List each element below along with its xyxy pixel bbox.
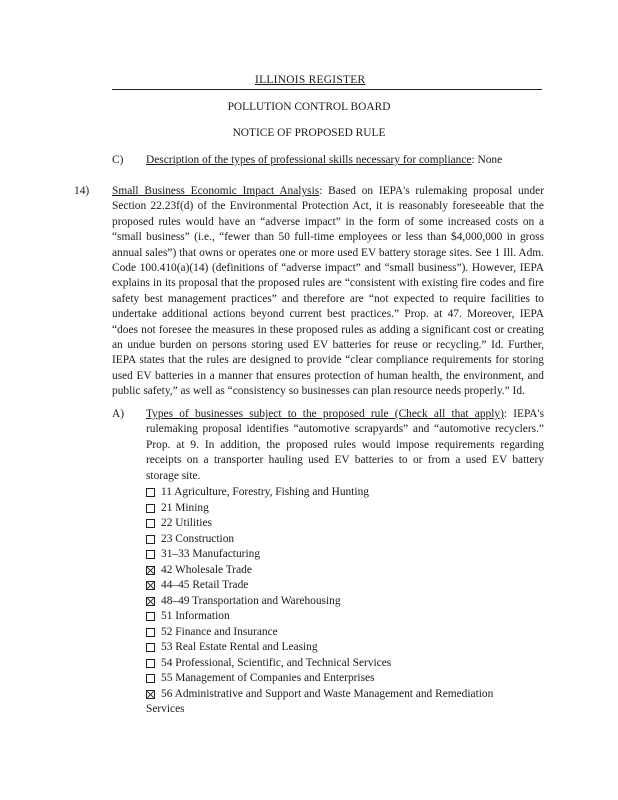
header-rule xyxy=(112,89,542,90)
checklist-item xyxy=(146,609,546,625)
item-a-body: : IEPA's rulemaking proposal identifies “automotive scrapyards” and “automotive recyclers.” Prop. at 9. In addition, the proposed rules would impose requirements regarding receipts on a transporter hauling used EV batteries to or from a used EV battery storage site. xyxy=(146,408,544,482)
unchecked-checkbox[interactable] xyxy=(146,674,155,683)
item-c-value: : None xyxy=(471,154,503,166)
board-title: POLLUTION CONTROL BOARD xyxy=(227,101,391,113)
checklist-item-label: 52 Finance and Insurance xyxy=(161,625,278,638)
checklist-item-label: 23 Construction xyxy=(161,532,235,545)
register-title: ILLINOIS REGISTER xyxy=(255,74,366,86)
checked-checkbox[interactable] xyxy=(146,566,155,575)
checked-checkbox[interactable] xyxy=(146,597,155,606)
checklist-item xyxy=(146,687,546,703)
unchecked-checkbox[interactable] xyxy=(146,535,155,544)
checklist-item-continuation: Services xyxy=(146,703,185,715)
checklist-item-label: 53 Real Estate Rental and Leasing xyxy=(161,641,318,653)
checklist-item xyxy=(146,485,546,501)
item-a-label: A) xyxy=(112,408,125,420)
item-14-number: 14) xyxy=(74,185,90,197)
checklist-item-label: 11 Agriculture, Forestry, Fishing and Hunting xyxy=(161,486,369,498)
unchecked-checkbox[interactable] xyxy=(146,519,155,528)
checklist-item xyxy=(146,516,546,532)
checklist-item-label: 48–49 Transportation and Warehousing xyxy=(161,594,341,607)
checklist-item xyxy=(146,656,546,672)
unchecked-checkbox[interactable] xyxy=(146,643,155,652)
unchecked-checkbox[interactable] xyxy=(146,612,155,621)
unchecked-checkbox[interactable] xyxy=(146,504,155,513)
checklist-item-label: 22 Utilities xyxy=(161,517,212,529)
checklist-item-label: 42 Wholesale Trade xyxy=(161,563,252,576)
checklist-item-label: 21 Mining xyxy=(161,501,209,514)
checklist-item xyxy=(146,501,546,517)
item-c-heading: Description of the types of professional skills necessary for compliance xyxy=(146,154,472,166)
item-a-paragraph xyxy=(146,407,544,484)
unchecked-checkbox[interactable] xyxy=(146,550,155,559)
checklist-item xyxy=(146,671,546,687)
checklist-item xyxy=(146,547,546,563)
checklist-item xyxy=(146,640,546,656)
item-a-heading: Types of businesses subject to the proposed rule (Check all that apply) xyxy=(146,408,504,420)
checked-checkbox[interactable] xyxy=(146,581,155,590)
checklist-item-label: 31–33 Manufacturing xyxy=(161,548,261,560)
item-c-label: C) xyxy=(112,154,124,166)
checklist-item-label: 55 Management of Companies and Enterprises xyxy=(161,672,375,684)
checklist-item xyxy=(146,578,546,594)
unchecked-checkbox[interactable] xyxy=(146,628,155,637)
unchecked-checkbox[interactable] xyxy=(146,659,155,668)
checklist-item-label: 56 Administrative and Support and Waste Management and Remediation xyxy=(161,687,494,700)
checklist-item xyxy=(146,532,546,548)
unchecked-checkbox[interactable] xyxy=(146,488,155,497)
checklist-item xyxy=(146,563,546,579)
business-type-checklist xyxy=(146,485,546,718)
item-c-text xyxy=(146,153,502,168)
checklist-item-label: 54 Professional, Scientific, and Technical Services xyxy=(161,656,392,669)
checklist-item-label: 51 Information xyxy=(161,610,230,622)
checked-checkbox[interactable] xyxy=(146,690,155,699)
notice-title: NOTICE OF PROPOSED RULE xyxy=(232,127,386,139)
item-14-paragraph xyxy=(112,184,544,400)
item-14-heading: Small Business Economic Impact Analysis xyxy=(112,185,320,197)
item-14-body: : Based on IEPA's rulemaking proposal under Section 22.23f(d) of the Environmental Protection Act, it is reasonably foreseeable that the proposed rules would have an “adverse impact” in the form of some increased costs on a “small business” (i.e., “fewer than 50 full-time employees or less than $4,000,000 in gross annual sales”) that owns or operates one or more used EV battery storage sites. See 1 Ill. Adm. Code 100.410(a)(14) (definitions of “adverse impact” and “small business”). However, IEPA explains in its proposal that the proposed rules are “consistent with existing fire codes and fire safety best management practices” and therefore are “not expected to require facilities to undertake additional actions beyond current best practices.” Prop. at 47. Moreover, IEPA “does not foresee the measures in these proposed rules as adding a significant cost or creating an undue burden on persons storing used EV batteries for reuse or recycling.” Id. Further, IEPA states that the rules are designed to provide “clear compliance requirements for storing used EV batteries in a manner that ensures protection of human health, the environment, and public safety,” as well as “consistency so businesses can plan resource needs properly.” Id. xyxy=(112,185,544,398)
checklist-item xyxy=(146,594,546,610)
checklist-item xyxy=(146,625,546,641)
checklist-item-label: 44–45 Retail Trade xyxy=(161,579,249,591)
